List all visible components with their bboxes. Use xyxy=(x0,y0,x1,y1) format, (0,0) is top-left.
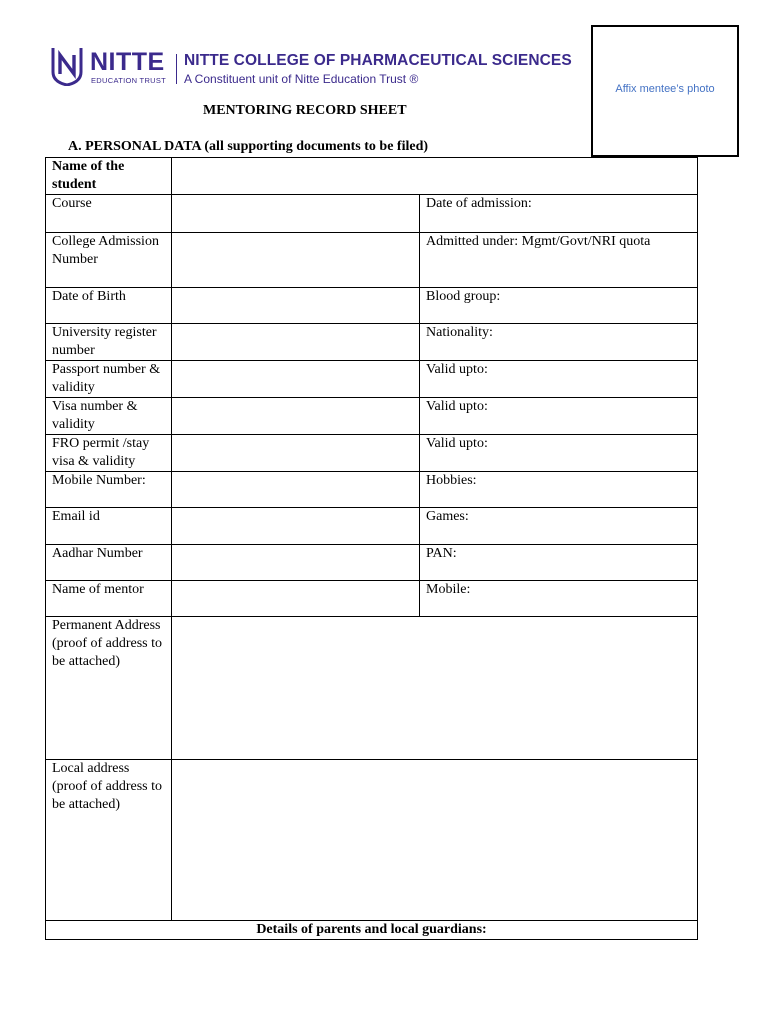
field-admission-number[interactable] xyxy=(172,233,420,288)
field-mentor-name[interactable] xyxy=(172,581,420,617)
field-local-address[interactable] xyxy=(172,760,698,921)
logo-subtext: EDUCATION TRUST xyxy=(91,76,167,85)
label-fro-permit: FRO permit /stay visa & validity xyxy=(46,435,172,472)
label-mentor-name: Name of mentor xyxy=(46,581,172,617)
table-row-parents-heading xyxy=(46,921,698,940)
label-course: Course xyxy=(46,195,172,233)
label-student-name: Name of the student xyxy=(46,158,172,195)
field-university-register[interactable] xyxy=(172,324,420,361)
parents-guardians-heading: Details of parents and local guardians: xyxy=(46,921,698,940)
field-permanent-address[interactable] xyxy=(172,617,698,760)
field-student-name[interactable] xyxy=(172,158,698,195)
college-name: NITTE COLLEGE OF PHARMACEUTICAL SCIENCES xyxy=(184,52,572,69)
label-blood-group: Blood group: xyxy=(420,288,698,324)
personal-data-table xyxy=(45,157,698,940)
table-row-admission-number xyxy=(46,233,698,288)
field-aadhar[interactable] xyxy=(172,545,420,581)
label-admitted-under: Admitted under: Mgmt/Govt/NRI quota xyxy=(420,233,698,288)
field-date-of-birth[interactable] xyxy=(172,288,420,324)
photo-placeholder-box xyxy=(591,25,739,157)
label-mobile-number: Mobile Number: xyxy=(46,472,172,508)
field-course[interactable] xyxy=(172,195,420,233)
table-row-permanent-address xyxy=(46,617,698,760)
document-title: MENTORING RECORD SHEET xyxy=(203,103,407,118)
label-email: Email id xyxy=(46,508,172,545)
label-date-of-birth: Date of Birth xyxy=(46,288,172,324)
label-hobbies: Hobbies: xyxy=(420,472,698,508)
nitte-shield-icon xyxy=(50,46,84,86)
table-row-course xyxy=(46,195,698,233)
section-a-heading: A. PERSONAL DATA (all supporting documents to be filed) xyxy=(68,139,429,154)
field-mobile-number[interactable] xyxy=(172,472,420,508)
institution-logo xyxy=(50,46,580,88)
logo-wordmark: NITTE xyxy=(90,48,165,76)
label-visa: Visa number & validity xyxy=(46,398,172,435)
photo-placeholder-label: Affix mentee’s photo xyxy=(615,83,715,95)
constituent-line: A Constituent unit of Nitte Education Trust ® xyxy=(184,72,419,86)
label-admission-number: College Admission Number xyxy=(46,233,172,288)
label-nationality: Nationality: xyxy=(420,324,698,361)
table-row-passport xyxy=(46,361,698,398)
table-row-university-register xyxy=(46,324,698,361)
label-fro-valid-upto: Valid upto: xyxy=(420,435,698,472)
table-row-aadhar xyxy=(46,545,698,581)
logo-divider xyxy=(176,54,177,84)
label-mentor-mobile: Mobile: xyxy=(420,581,698,617)
table-row-visa xyxy=(46,398,698,435)
table-row-email xyxy=(46,508,698,545)
label-games: Games: xyxy=(420,508,698,545)
field-passport[interactable] xyxy=(172,361,420,398)
field-visa[interactable] xyxy=(172,398,420,435)
label-permanent-address: Permanent Address (proof of address to be attached) xyxy=(46,617,172,760)
table-row-date-of-birth xyxy=(46,288,698,324)
label-university-register: University register number xyxy=(46,324,172,361)
label-pan: PAN: xyxy=(420,545,698,581)
label-passport: Passport number & validity xyxy=(46,361,172,398)
field-fro-permit[interactable] xyxy=(172,435,420,472)
label-date-of-admission: Date of admission: xyxy=(420,195,698,233)
table-row-mobile xyxy=(46,472,698,508)
label-passport-valid-upto: Valid upto: xyxy=(420,361,698,398)
table-row-mentor xyxy=(46,581,698,617)
label-local-address: Local address (proof of address to be attached) xyxy=(46,760,172,921)
table-row-fro-permit xyxy=(46,435,698,472)
label-aadhar: Aadhar Number xyxy=(46,545,172,581)
table-row-local-address xyxy=(46,760,698,921)
label-visa-valid-upto: Valid upto: xyxy=(420,398,698,435)
field-email[interactable] xyxy=(172,508,420,545)
table-row-student-name xyxy=(46,158,698,195)
